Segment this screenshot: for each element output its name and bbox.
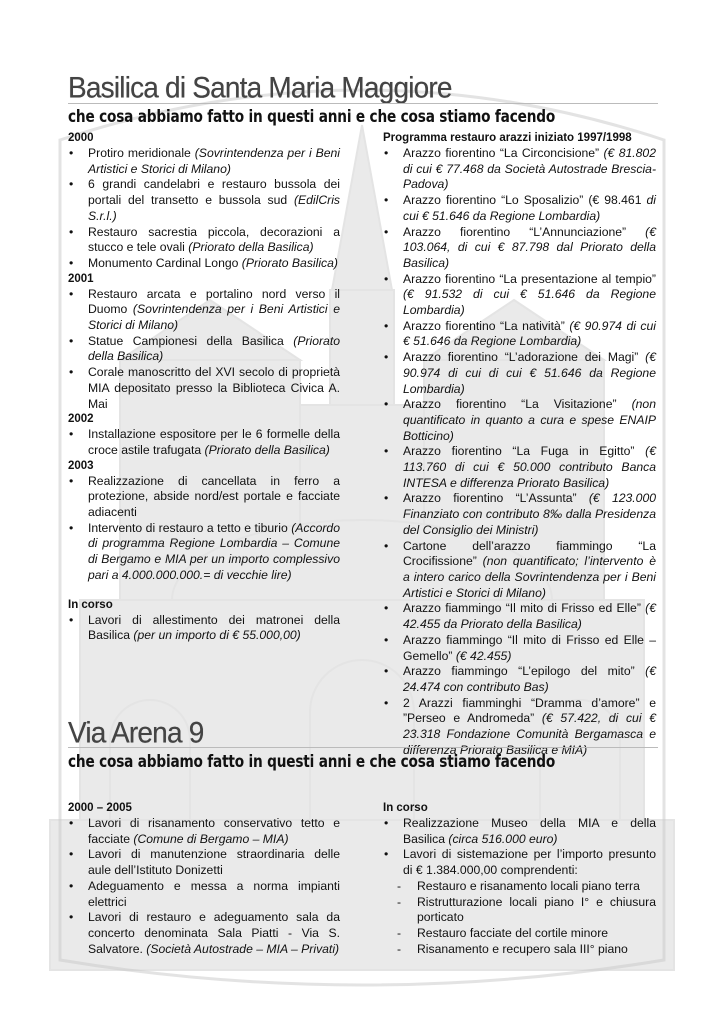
sub-list-item: - Ristrutturazione locali piano I° e chiusura porticato [397,895,656,926]
item-text: Arazzo fiorentino “La Circoncisione” [403,146,604,160]
item-text: 2 Arazzi fiamminghi “Dramma d’amore” e ”Perseo e Andromeda” [403,695,656,726]
item-note: (Sovrintendenza per i Beni Artistici e Storici di Milano) [88,302,340,333]
item-note: (circa 516.000 euro) [448,831,558,846]
list-item [68,365,340,412]
basilica-title: Basilica di Santa Maria Maggiore [68,71,452,104]
item-text: Arazzo fiorentino “La Visitazione” [403,397,632,412]
item-note: (Comune di Bergamo – MIA) [133,831,289,846]
year-item-list [68,287,340,413]
item-text: Adeguamento e messa a norma impianti elettrici [88,878,340,909]
list-item [383,350,656,397]
item-note: (€ 42.455 da Priorato della Basilica) [403,601,656,632]
sub-list-item: - Restauro e risanamento locali piano terra [397,879,656,895]
list-item [383,847,656,878]
item-note: (Priorato della Basilica) [88,333,340,364]
item-text: Arazzo fiorentino “La presentazione al tempio” [403,271,656,286]
item-text: Protiro meridionale [88,146,195,160]
arena-done-list [68,816,340,957]
list-item [383,225,656,272]
item-text: Installazione espositore per le 6 formelle della croce astile trafugata [88,427,340,457]
item-text: Lavori di risanamento conservativo tetto e facciate [88,816,340,846]
item-text: Arazzo fiorentino “La Fuga in Egitto” [403,444,646,459]
arena-right-column [383,801,656,957]
arena-period-heading: 2000 – 2005 [68,802,132,814]
arena-ongoing-list [383,816,656,957]
item-note: (Società Autostrade – MIA – Privati) [146,941,340,956]
year-item-list [68,427,340,458]
item-text: Lavori di manutenzione straordinaria delle aule dell’Istituto Donizetti [88,847,340,878]
item-note: (€ 103.064, di cui € 87.798 dal Priorato della Basilica) [403,224,656,270]
list-item [68,910,340,957]
item-text: Corale manoscritto del XVI secolo di proprietà MIA depositato presso la Biblioteca Civica A. Mai [88,365,340,411]
tapestry-program-heading: Programma restauro arazzi iniziato 1997/1998 [383,132,632,144]
title-divider [68,103,658,104]
item-note: (Sovrintendenza per i Beni Artistici e Storici di Milano) [88,146,340,176]
item-note: (Priorato Basilica) [241,255,338,270]
list-item [383,193,656,224]
list-item [383,601,656,632]
list-item [68,334,340,365]
item-text: 6 grandi candelabri e restauro bussola dei portali del transetto e bussola sud [88,177,340,208]
item-note: (€ 81.802 di cui € 77.468 da Società Autostrade Brescia-Padova) [403,146,656,192]
list-item [383,816,656,847]
arena-ongoing-heading: In corso [383,802,428,814]
list-item [383,146,656,193]
arena-left-column [68,801,340,957]
year-heading: 2002 [68,413,94,426]
list-item [68,613,340,644]
item-text: Arazzo fiorentino “Lo Sposalizio” (€ 98.461 [403,193,647,208]
item-text: Arazzo fiorentino “L’Assunta” [403,491,589,506]
item-note: (Priorato della Basilica) [204,442,330,457]
list-item [383,539,656,602]
list-item [68,474,340,521]
item-note: (non quantificato; l’intervento è a intero carico della Sovrintendenza per i Beni Artistici e Storici di Milano) [403,554,656,600]
sub-list-item: - Restauro facciate del cortile minore [397,926,656,942]
item-text: Cartone dell’arazzo fiammingo “La Crocifissione” [403,538,656,569]
list-item [68,879,340,910]
item-text: Arazzo fiorentino “L’adorazione dei Magi” [403,350,646,365]
item-note: (€ 90.974 di cui € 51.646 da Regione Lombardia) [403,318,657,349]
item-text: Arazzo fiorentino “La natività” [403,318,570,333]
list-item [68,225,340,256]
year-heading: 2000 [68,132,94,144]
year-heading: 2001 [68,272,94,285]
item-text: Restauro arcata e portalino nord verso il Duomo [88,286,340,317]
list-item [383,491,656,538]
item-note: (EdilCris S.r.l.) [88,193,340,223]
list-item [68,287,340,334]
item-note: (€ 90.974 di cui di cui € 51.646 da Regione Lombardia) [403,350,656,396]
item-note: (€ 24.474 con contributo Bas) [403,664,656,694]
item-text: Intervento di restauro a tetto e tiburio [88,520,292,535]
item-note: (non quantificato in quanto a cura e spese ENAIP Botticino) [403,397,656,443]
basilica-right-column [383,131,656,758]
sub-list-item: - Risanamento e recupero sala III° piano [397,942,656,958]
list-item [68,521,340,584]
list-item [68,256,340,272]
list-item [383,633,656,664]
item-text: Lavori di restauro e adeguamento sala da concerto denominata Sala Piatti - Via S. Salvatore. [88,910,340,956]
list-item [383,319,656,350]
item-note: (per un importo di € 55.000,00) [133,628,301,643]
item-text: Statue Campionesi della Basilica [88,333,294,348]
item-text: Arazzo fiammingo “Il mito di Frisso ed Elle” [403,601,646,616]
list-item [68,427,340,458]
spacer [68,584,340,598]
item-note: (€ 91.532 di cui € 51.646 da Regione Lombardia) [403,287,656,318]
item-text: Arazzo fiorentino “L’Annunciazione” [403,224,646,239]
list-item [68,146,340,177]
item-text: Monumento Cardinal Longo [88,255,242,270]
title-divider [68,747,658,748]
year-item-list [68,613,340,644]
item-text: Restauro sacrestia piccola, decorazioni a stucco e tele ovali [88,224,340,255]
item-note: (€ 57.422, di cui € 23.318 Fondazione Comunità Bergamasca e differenza Priorato Basilica e MIA) [403,711,656,757]
year-heading: 2003 [68,459,94,472]
item-text: Arazzo fiammingo “L’epilogo del mito” [403,664,646,679]
list-item [383,664,656,695]
basilica-subtitle: che cosa abbiamo fatto in questi anni e che cosa stiamo facendo [68,107,556,126]
year-item-list [68,474,340,584]
list-item [68,847,340,878]
item-text: Lavori di allestimento dei matronei della Basilica [88,612,340,643]
list-item [383,696,656,759]
item-note: (€ 42.455) [455,648,512,663]
list-item [383,272,656,319]
list-item [383,397,656,444]
year-item-list [68,146,340,272]
item-note: (Accordo di programma Regione Lombardia – Comune di Bergamo e MIA per un importo complessivo pari a 4.000.000.000.= di vecchie lire) [88,520,340,582]
item-note: (€ 123.000 Finanziato con contributo 8‰ dalla Presidenza del Consiglio dei Ministri) [403,491,657,537]
item-text: Realizzazione di cancellata in ferro a protezione, abside nord/est portale e facciate adiacenti [88,473,340,520]
item-note: (€ 113.760 di cui € 50.000 contributo Banca INTESA e differenza Priorato Basilica) [403,444,656,490]
list-item [383,444,656,491]
item-note: (Priorato della Basilica) [188,240,314,255]
item-text: Arazzo fiammingo “Il mito di Frisso ed Elle – Gemello” [403,632,656,663]
tapestry-list [383,146,656,758]
item-text: Realizzazione Museo della MIA e della Basilica [403,816,656,846]
item-note: di cui € 51.646 da Regione Lombardia) [403,193,656,223]
arena-title: Via Arena 9 [68,716,204,749]
arena-subtitle: che cosa abbiamo fatto in questi anni e che cosa stiamo facendo [68,752,556,771]
list-item [68,816,340,847]
list-item [68,177,340,224]
item-text: Lavori di sistemazione per l’importo presunto di € 1.384.000,00 comprendenti: [403,847,656,878]
year-heading: In corso [68,598,113,611]
basilica-left-column [68,131,340,644]
